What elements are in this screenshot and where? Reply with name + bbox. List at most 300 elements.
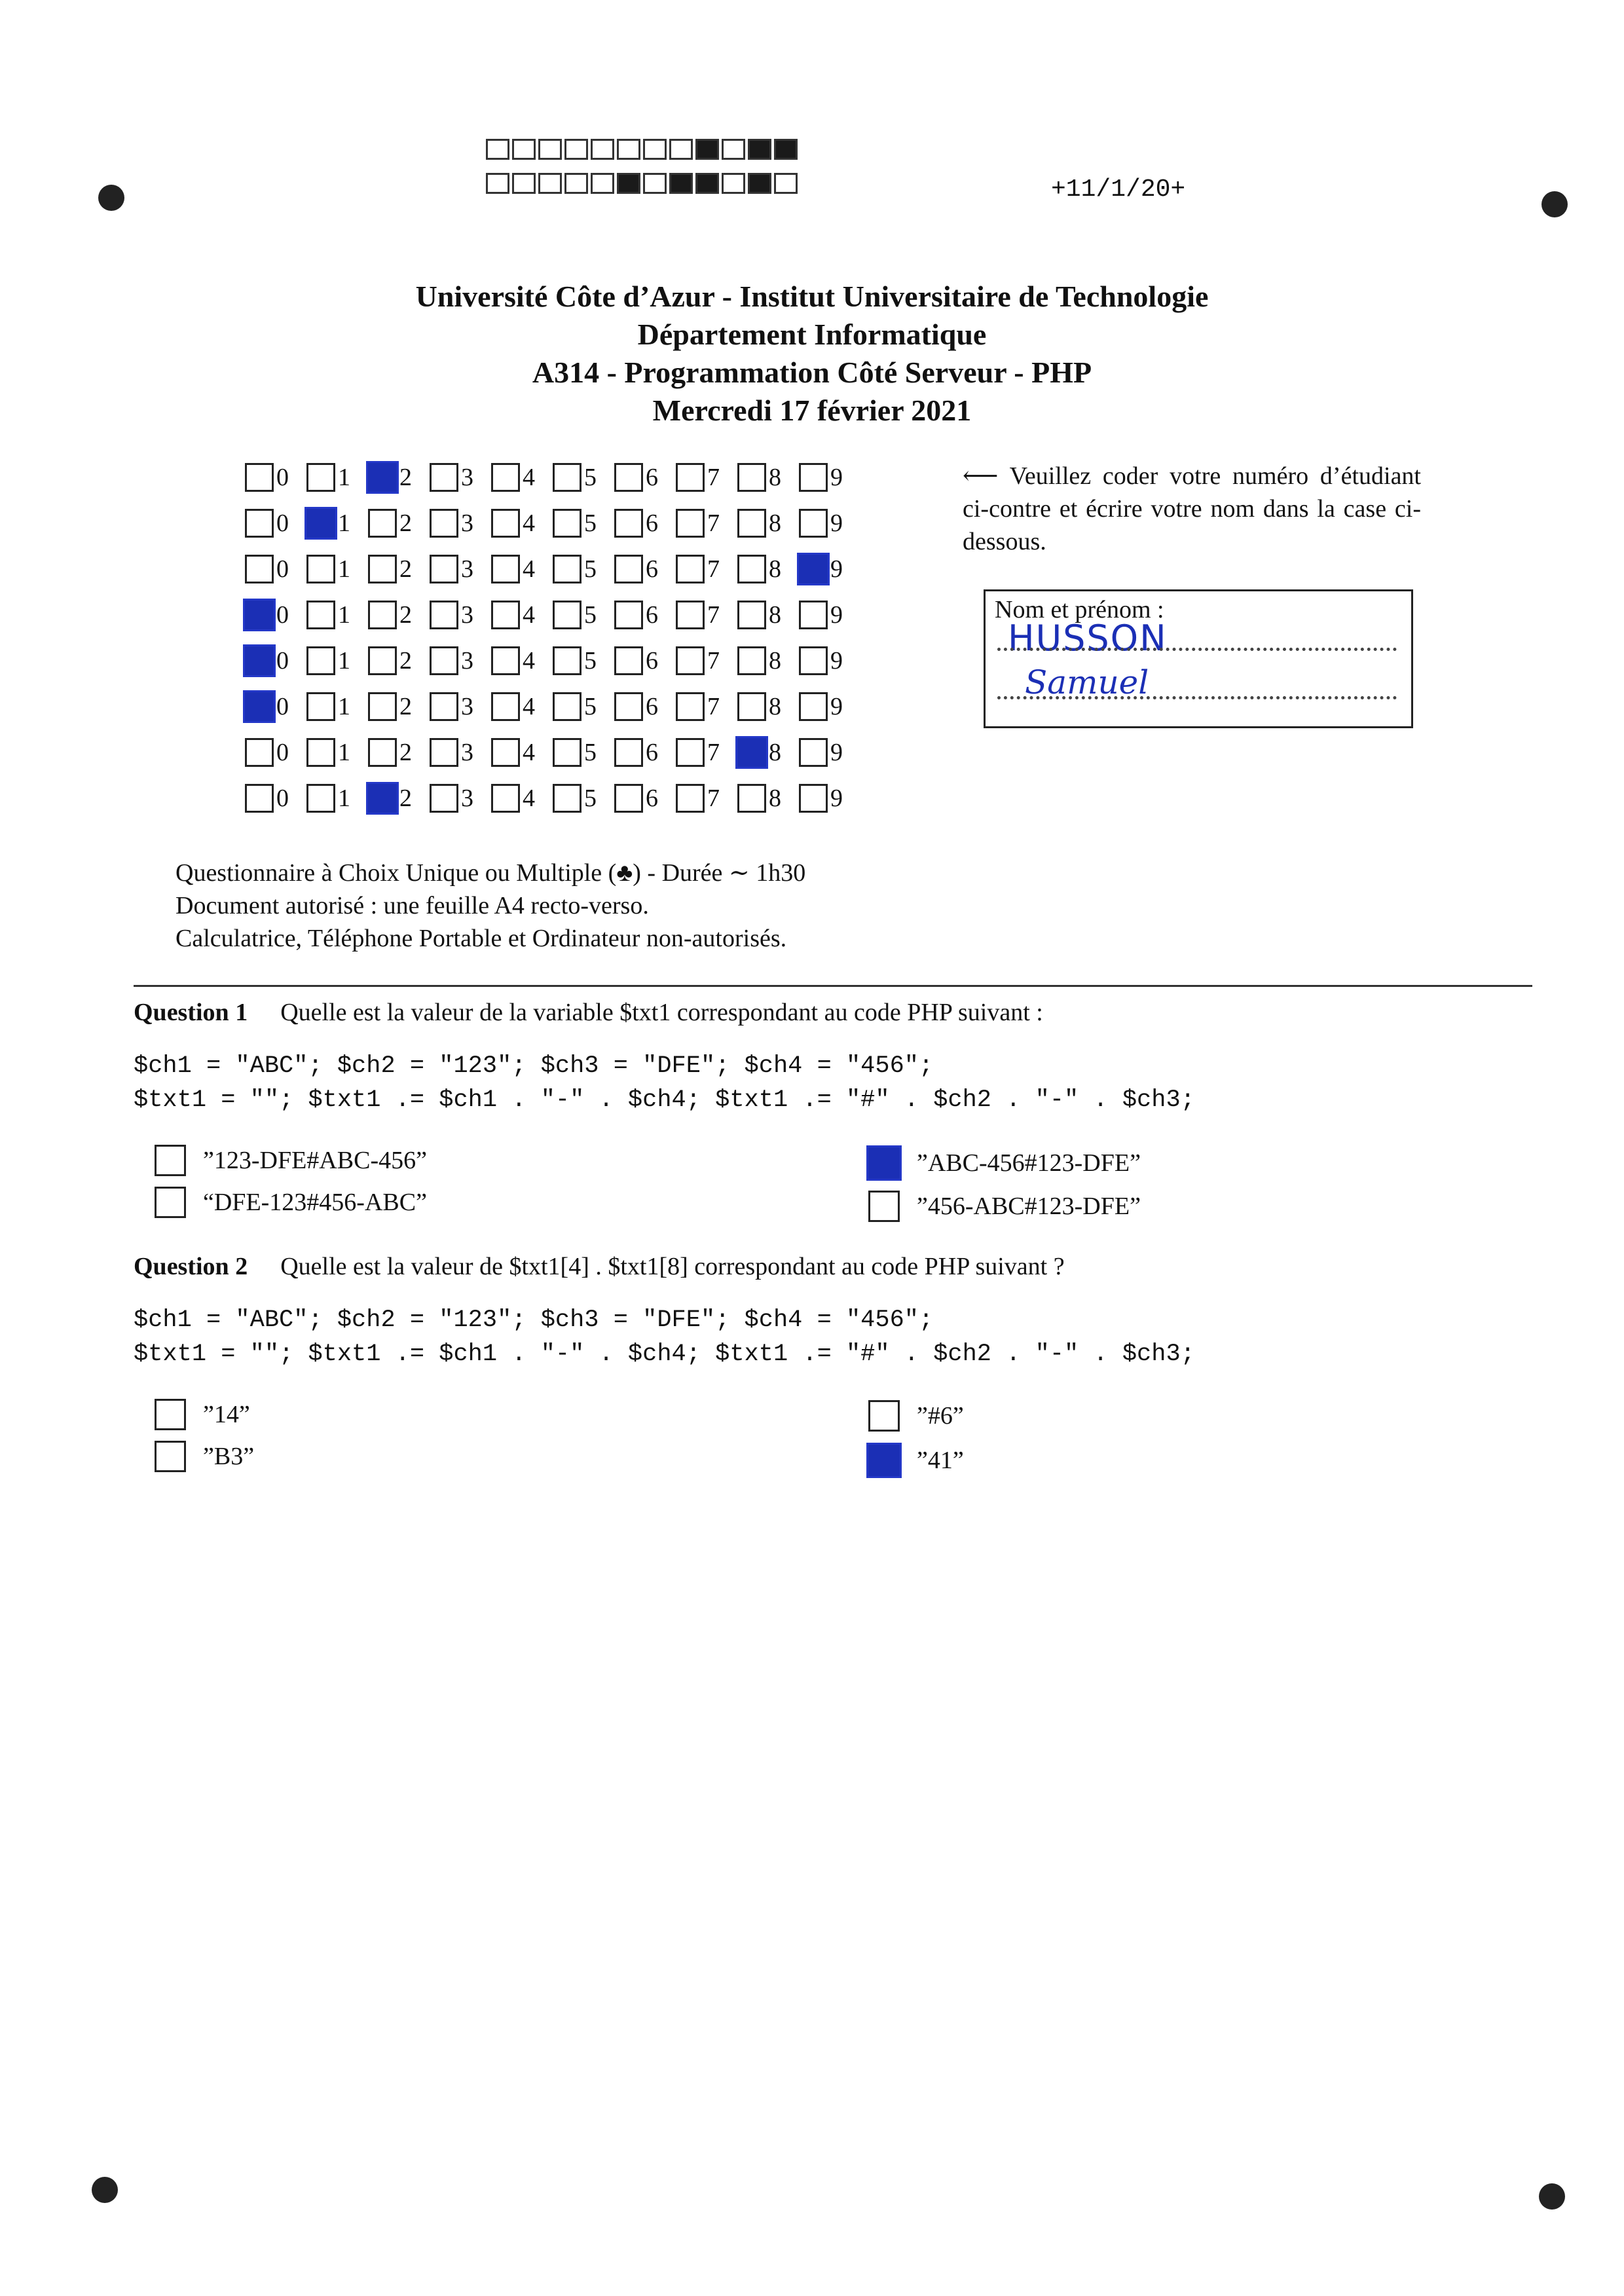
student-number-row [245,546,860,592]
digit-option[interactable] [737,463,799,492]
digit-label: 1 [338,464,350,491]
digit-checkbox[interactable] [491,738,520,767]
digit-option[interactable] [553,509,614,538]
digit-checkbox[interactable] [368,692,397,721]
digit-option[interactable] [676,509,737,538]
q1-answer-c[interactable] [868,1147,1141,1179]
digit-label: 7 [707,555,720,583]
digit-label: 2 [399,509,412,537]
digit-option[interactable] [737,509,799,538]
digit-label: 4 [523,693,535,720]
digit-checkbox[interactable] [614,692,643,721]
digit-option[interactable] [306,555,368,583]
digit-label: 4 [523,785,535,812]
digit-label: 9 [830,739,843,766]
digit-label: 1 [338,739,350,766]
digit-checkbox[interactable] [553,601,581,629]
digit-checkbox[interactable] [306,509,335,538]
q1-answer-d-checkbox[interactable] [868,1191,900,1222]
question-2-label: Question 2 [134,1253,248,1280]
digit-option[interactable] [614,692,676,721]
barcode-row-2 [486,173,800,194]
digit-option[interactable] [553,738,614,767]
question-2-code-line-1: $ch1 = "ABC"; $ch2 = "123"; $ch3 = "DFE"; $ch4 = "456"; [134,1306,934,1334]
digit-option[interactable] [491,555,553,583]
digit-checkbox[interactable] [799,692,828,721]
digit-checkbox[interactable] [430,555,458,583]
digit-label: 0 [276,601,289,629]
digit-checkbox[interactable] [245,601,274,629]
digit-label: 0 [276,464,289,491]
digit-checkbox[interactable] [430,646,458,675]
digit-label: 5 [584,464,597,491]
digit-label: 7 [707,693,720,720]
digit-option[interactable] [491,601,553,629]
student-number-row [245,730,860,775]
digit-option[interactable] [799,692,860,721]
digit-option[interactable] [491,692,553,721]
digit-label: 8 [769,555,781,583]
digit-label: 2 [399,464,412,491]
digit-label: 4 [523,464,535,491]
digit-label: 3 [461,555,473,583]
divider [134,985,1532,987]
digit-label: 2 [399,693,412,720]
digit-option[interactable] [553,601,614,629]
digit-label: 0 [276,555,289,583]
digit-option[interactable] [614,555,676,583]
digit-checkbox[interactable] [245,692,274,721]
digit-checkbox[interactable] [368,646,397,675]
digit-option[interactable] [306,646,368,675]
name-dotted-line-1 [997,648,1397,651]
digit-checkbox[interactable] [676,738,705,767]
q2-answer-b[interactable] [155,1441,254,1472]
digit-option[interactable] [245,646,306,675]
digit-checkbox[interactable] [676,601,705,629]
name-dotted-line-2 [997,696,1397,699]
digit-checkbox[interactable] [368,738,397,767]
digit-option[interactable] [368,692,430,721]
digit-checkbox[interactable] [799,646,828,675]
digit-checkbox[interactable] [491,555,520,583]
digit-option[interactable] [553,646,614,675]
header-course: A314 - Programmation Côté Serveur - PHP [532,356,1092,389]
digit-option[interactable] [491,463,553,492]
student-number-row [245,592,860,638]
digit-checkbox[interactable] [491,509,520,538]
digit-checkbox[interactable] [491,646,520,675]
digit-checkbox[interactable] [553,738,581,767]
question-1-code-line-2: $txt1 = ""; $txt1 .= $ch1 . "-" . $ch4; $txt1 .= "#" . $ch2 . "-" . $ch3; [134,1086,1195,1114]
digit-label: 9 [830,509,843,537]
digit-option[interactable] [737,692,799,721]
digit-checkbox[interactable] [553,555,581,583]
instructions-text: ⟵ Veuillez coder votre numéro d’étudiant ci-contre et écrire votre nom dans la case ci-dessous. [963,462,1421,555]
digit-checkbox[interactable] [614,463,643,492]
digit-option[interactable] [430,784,491,813]
digit-label: 4 [523,739,535,766]
q1-answer-c-checkbox[interactable] [868,1147,900,1179]
digit-option[interactable] [676,463,737,492]
q2-answer-b-checkbox[interactable] [155,1441,186,1472]
digit-checkbox[interactable] [553,463,581,492]
digit-option[interactable] [614,784,676,813]
digit-checkbox[interactable] [491,601,520,629]
question-1-code [134,1049,1195,1117]
digit-label: 1 [338,785,350,812]
digit-option[interactable] [245,738,306,767]
digit-option[interactable] [676,555,737,583]
digit-label: 6 [646,647,658,675]
digit-option[interactable] [553,463,614,492]
digit-checkbox[interactable] [676,784,705,813]
digit-label: 2 [399,555,412,583]
digit-label: 8 [769,464,781,491]
rule-line-2: Document autorisé : une feuille A4 recto-verso. [175,892,649,919]
digit-checkbox[interactable] [737,555,766,583]
digit-label: 5 [584,601,597,629]
digit-option[interactable] [368,784,430,813]
digit-checkbox[interactable] [491,692,520,721]
digit-option[interactable] [614,509,676,538]
digit-option[interactable] [245,463,306,492]
name-box[interactable] [984,589,1413,728]
digit-option[interactable] [430,692,491,721]
digit-checkbox[interactable] [306,692,335,721]
digit-option[interactable] [614,646,676,675]
digit-checkbox[interactable] [737,509,766,538]
q1-answer-d-text: ”456-ABC#123-DFE” [917,1193,1141,1220]
digit-checkbox[interactable] [553,784,581,813]
digit-label: 6 [646,693,658,720]
digit-option[interactable] [368,555,430,583]
digit-option[interactable] [676,784,737,813]
digit-label: 3 [461,509,473,537]
question-1-code-line-1: $ch1 = "ABC"; $ch2 = "123"; $ch3 = "DFE"; $ch4 = "456"; [134,1052,934,1080]
exam-header [0,278,1624,430]
digit-option[interactable] [799,555,860,583]
digit-checkbox[interactable] [799,555,828,583]
digit-checkbox[interactable] [368,509,397,538]
digit-label: 8 [769,739,781,766]
digit-label: 4 [523,601,535,629]
question-2-text: Quelle est la valeur de $txt1[4] . $txt1[8] correspondant au code PHP suivant ? [280,1253,1065,1280]
digit-checkbox[interactable] [306,555,335,583]
handwritten-firstname: Samuel [1025,663,1149,701]
rule-line-3: Calculatrice, Téléphone Portable et Ordinateur non-autorisés. [175,925,787,952]
digit-checkbox[interactable] [676,463,705,492]
digit-checkbox[interactable] [676,509,705,538]
q2-answer-a[interactable] [155,1399,250,1430]
digit-option[interactable] [799,509,860,538]
q1-answer-c-text: ”ABC-456#123-DFE” [917,1149,1141,1177]
digit-label: 7 [707,785,720,812]
digit-option[interactable] [306,692,368,721]
digit-option[interactable] [306,509,368,538]
digit-label: 3 [461,693,473,720]
digit-checkbox[interactable] [553,646,581,675]
q1-answer-a[interactable] [155,1145,427,1176]
digit-option[interactable] [491,509,553,538]
digit-label: 9 [830,647,843,675]
digit-label: 5 [584,785,597,812]
digit-checkbox[interactable] [737,601,766,629]
digit-checkbox[interactable] [306,784,335,813]
digit-checkbox[interactable] [306,463,335,492]
digit-label: 0 [276,647,289,675]
digit-label: 2 [399,785,412,812]
digit-checkbox[interactable] [245,555,274,583]
question-1-text: Quelle est la valeur de la variable $txt1 correspondant au code PHP suivant : [280,999,1043,1026]
digit-option[interactable] [676,601,737,629]
digit-checkbox[interactable] [737,738,766,767]
digit-label: 1 [338,601,350,629]
q2-answer-c-checkbox[interactable] [868,1400,900,1432]
exam-rules [175,857,805,955]
digit-checkbox[interactable] [737,692,766,721]
q2-answer-a-text: ”14” [203,1401,250,1428]
digit-checkbox[interactable] [799,738,828,767]
q2-answer-d-text: ”41” [917,1447,964,1474]
digit-label: 5 [584,739,597,766]
digit-option[interactable] [430,646,491,675]
digit-checkbox[interactable] [676,555,705,583]
digit-option[interactable] [245,692,306,721]
digit-option[interactable] [737,646,799,675]
page-id: +11/1/20+ [1051,176,1186,204]
digit-checkbox[interactable] [676,692,705,721]
student-number-row [245,454,860,500]
digit-option[interactable] [245,601,306,629]
digit-option[interactable] [306,784,368,813]
q1-answer-b-text: “DFE-123#456-ABC” [203,1189,427,1216]
digit-checkbox[interactable] [676,646,705,675]
digit-label: 1 [338,647,350,675]
digit-label: 9 [830,693,843,720]
digit-option[interactable] [737,738,799,767]
digit-label: 9 [830,785,843,812]
digit-option[interactable] [491,738,553,767]
digit-label: 4 [523,647,535,675]
digit-option[interactable] [491,646,553,675]
digit-label: 1 [338,693,350,720]
digit-checkbox[interactable] [368,601,397,629]
digit-label: 9 [830,555,843,583]
digit-checkbox[interactable] [245,463,274,492]
digit-option[interactable] [368,646,430,675]
digit-option[interactable] [430,555,491,583]
digit-label: 8 [769,693,781,720]
q2-answer-d-checkbox[interactable] [868,1445,900,1476]
digit-checkbox[interactable] [614,646,643,675]
digit-checkbox[interactable] [799,601,828,629]
registration-dot-bottom-right [1539,2183,1565,2210]
digit-label: 6 [646,739,658,766]
digit-option[interactable] [737,555,799,583]
digit-checkbox[interactable] [799,509,828,538]
digit-label: 7 [707,739,720,766]
digit-option[interactable] [614,738,676,767]
digit-label: 7 [707,509,720,537]
digit-label: 6 [646,555,658,583]
digit-checkbox[interactable] [430,509,458,538]
digit-label: 9 [830,464,843,491]
digit-option[interactable] [245,555,306,583]
digit-checkbox[interactable] [368,555,397,583]
digit-checkbox[interactable] [245,509,274,538]
digit-checkbox[interactable] [799,784,828,813]
digit-option[interactable] [245,509,306,538]
digit-checkbox[interactable] [553,509,581,538]
digit-option[interactable] [368,601,430,629]
digit-checkbox[interactable] [368,463,397,492]
digit-option[interactable] [491,784,553,813]
digit-checkbox[interactable] [614,784,643,813]
digit-checkbox[interactable] [491,463,520,492]
digit-checkbox[interactable] [614,738,643,767]
digit-option[interactable] [553,692,614,721]
digit-label: 5 [584,693,597,720]
registration-dot-bottom-left [92,2177,118,2203]
digit-label: 8 [769,509,781,537]
digit-option[interactable] [368,463,430,492]
digit-checkbox[interactable] [614,509,643,538]
digit-checkbox[interactable] [430,738,458,767]
digit-checkbox[interactable] [430,784,458,813]
digit-option[interactable] [430,463,491,492]
q2-answer-c-text: ”#6” [917,1402,964,1430]
digit-label: 7 [707,601,720,629]
digit-option[interactable] [799,601,860,629]
q2-answer-c[interactable] [868,1400,964,1432]
digit-label: 7 [707,464,720,491]
digit-checkbox[interactable] [553,692,581,721]
digit-checkbox[interactable] [737,784,766,813]
digit-checkbox[interactable] [737,646,766,675]
digit-checkbox[interactable] [614,555,643,583]
header-university: Université Côte d’Azur - Institut Universitaire de Technologie [415,280,1209,313]
digit-option[interactable] [430,509,491,538]
q1-answer-d[interactable] [868,1191,1141,1222]
digit-checkbox[interactable] [306,601,335,629]
name-box-label: Nom et prénom : [995,596,1164,623]
digit-checkbox[interactable] [491,784,520,813]
digit-checkbox[interactable] [245,646,274,675]
digit-label: 1 [338,509,350,537]
digit-label: 5 [584,509,597,537]
digit-label: 3 [461,647,473,675]
digit-checkbox[interactable] [614,601,643,629]
digit-option[interactable] [799,784,860,813]
question-1-title [134,998,1043,1027]
digit-checkbox[interactable] [737,463,766,492]
q1-answer-a-checkbox[interactable] [155,1145,186,1176]
digit-checkbox[interactable] [245,738,274,767]
student-number-row [245,684,860,730]
digit-label: 5 [584,555,597,583]
digit-option[interactable] [676,738,737,767]
digit-option[interactable] [306,601,368,629]
header-department: Département Informatique [637,318,987,351]
digit-label: 5 [584,647,597,675]
digit-checkbox[interactable] [799,463,828,492]
digit-checkbox[interactable] [245,784,274,813]
digit-option[interactable] [553,784,614,813]
digit-option[interactable] [737,601,799,629]
digit-checkbox[interactable] [368,784,397,813]
digit-label: 8 [769,647,781,675]
q2-answer-b-text: ”B3” [203,1443,255,1470]
digit-option[interactable] [245,784,306,813]
digit-option[interactable] [614,463,676,492]
digit-option[interactable] [799,738,860,767]
digit-label: 0 [276,693,289,720]
digit-option[interactable] [799,463,860,492]
digit-checkbox[interactable] [306,646,335,675]
question-2-code [134,1303,1195,1371]
digit-label: 8 [769,785,781,812]
digit-option[interactable] [430,738,491,767]
digit-option[interactable] [737,784,799,813]
registration-dot-top-left [98,185,124,211]
digit-label: 3 [461,785,473,812]
digit-option[interactable] [430,601,491,629]
digit-label: 9 [830,601,843,629]
digit-option[interactable] [368,738,430,767]
digit-option[interactable] [676,646,737,675]
digit-label: 0 [276,785,289,812]
q2-answer-a-checkbox[interactable] [155,1399,186,1430]
digit-checkbox[interactable] [430,463,458,492]
student-number-row [245,775,860,821]
digit-option[interactable] [676,692,737,721]
digit-label: 7 [707,647,720,675]
digit-label: 1 [338,555,350,583]
digit-label: 6 [646,464,658,491]
rule-line-1: Questionnaire à Choix Unique ou Multiple (♣) - Durée ∼ 1h30 [175,859,806,887]
question-1-label: Question 1 [134,999,248,1026]
registration-dot-top-right [1541,191,1568,217]
digit-label: 8 [769,601,781,629]
digit-label: 2 [399,739,412,766]
q1-answer-a-text: ”123-DFE#ABC-456” [203,1147,427,1174]
digit-checkbox[interactable] [306,738,335,767]
digit-label: 3 [461,739,473,766]
student-number-row [245,500,860,546]
q2-answer-d[interactable] [868,1445,964,1476]
q1-answer-b-checkbox[interactable] [155,1187,186,1218]
question-2-code-line-2: $txt1 = ""; $txt1 .= $ch1 . "-" . $ch4; $txt1 .= "#" . $ch2 . "-" . $ch3; [134,1341,1195,1368]
handwritten-lastname: HUSSON [1008,618,1168,659]
digit-checkbox[interactable] [430,692,458,721]
header-date: Mercredi 17 février 2021 [652,394,972,427]
digit-option[interactable] [306,463,368,492]
digit-option[interactable] [553,555,614,583]
digit-option[interactable] [306,738,368,767]
digit-label: 0 [276,739,289,766]
student-number-grid [245,454,860,821]
q1-answer-b[interactable] [155,1187,427,1218]
digit-label: 3 [461,601,473,629]
digit-checkbox[interactable] [430,601,458,629]
digit-option[interactable] [799,646,860,675]
digit-label: 4 [523,555,535,583]
digit-option[interactable] [368,509,430,538]
digit-label: 6 [646,509,658,537]
digit-label: 6 [646,601,658,629]
digit-option[interactable] [614,601,676,629]
